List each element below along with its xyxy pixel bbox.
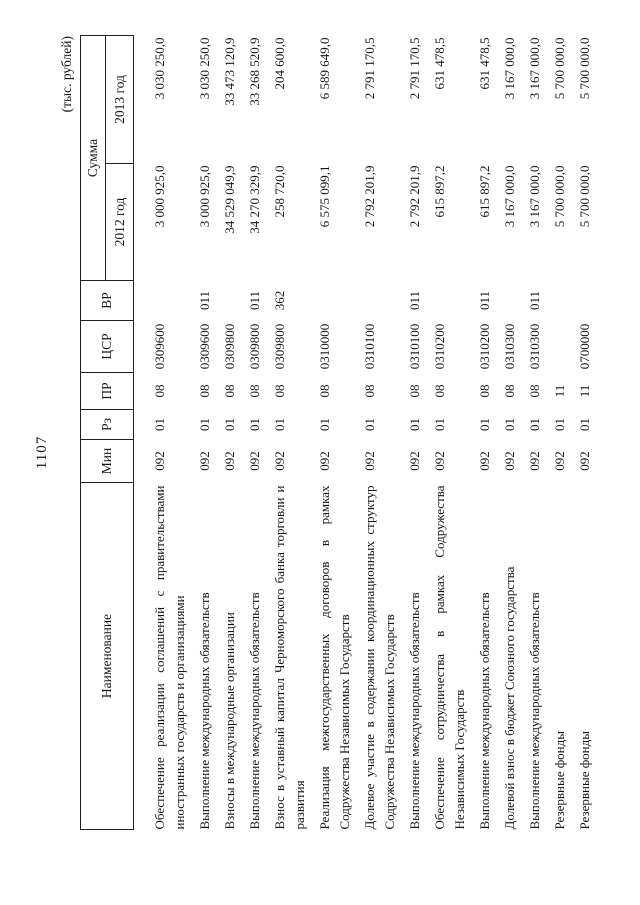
vr-cell: 011 <box>247 290 262 311</box>
vr-cell <box>545 281 570 321</box>
pr-cell: 08 <box>362 384 377 398</box>
table-row <box>570 35 595 829</box>
y2013-cell: 5 700 000,0 <box>552 37 567 100</box>
y2013-cell: 2 791 170,5 <box>362 37 377 100</box>
rz-cell: 01 <box>222 418 237 431</box>
column-header-csr: ЦСР <box>81 321 134 373</box>
table-row <box>134 35 191 829</box>
table-header <box>81 35 134 829</box>
vr-cell <box>134 281 191 321</box>
y2012-cell: 258 720,0 <box>272 165 287 218</box>
vr-cell <box>310 281 355 321</box>
rz-cell: 01 <box>317 418 332 431</box>
y2012-cell: 6 575 099,1 <box>317 165 332 228</box>
pr-cell: 08 <box>477 384 492 398</box>
table-row <box>425 35 470 829</box>
vr-cell <box>215 281 240 321</box>
vr-cell <box>570 281 595 321</box>
table-row <box>265 35 310 829</box>
pr-cell: 08 <box>152 384 167 398</box>
csr-cell: 0309800 <box>247 323 262 370</box>
y2012-cell: 2 792 201,9 <box>407 165 422 228</box>
min-cell: 092 <box>152 451 167 471</box>
name-cell: Выполнение международных обязательств <box>407 592 422 830</box>
name-cell: Выполнение международных обязательств <box>197 592 212 830</box>
min-cell: 092 <box>317 451 332 471</box>
min-cell: 092 <box>197 451 212 471</box>
vr-cell <box>425 281 470 321</box>
name-cell: Выполнение международных обязательств <box>527 592 542 830</box>
vr-cell: 011 <box>197 290 212 311</box>
csr-cell: 0310000 <box>317 323 332 370</box>
y2013-cell: 33 268 520,9 <box>247 37 262 106</box>
min-cell: 092 <box>552 451 567 471</box>
name-cell: Резервные фонды <box>577 731 592 830</box>
csr-cell <box>545 321 570 373</box>
y2013-cell: 2 791 170,5 <box>407 37 422 100</box>
page-number: 1107 <box>34 435 50 470</box>
table-row <box>520 35 545 829</box>
column-header-2012: 2012 год <box>106 164 134 281</box>
name-cell: Взносы в международные организации <box>222 612 237 830</box>
csr-cell: 0310100 <box>407 323 422 370</box>
column-header-min: Мин <box>81 440 134 483</box>
min-cell: 092 <box>577 451 592 471</box>
name-cell: Реализация межгосударственных договоров в рамках Содружества Независимых Государств <box>317 485 352 830</box>
min-cell: 092 <box>477 451 492 471</box>
min-cell: 092 <box>272 451 287 471</box>
rz-cell: 01 <box>272 418 287 431</box>
y2013-cell: 3 030 250,0 <box>152 37 167 100</box>
table-row <box>190 35 215 829</box>
table-row <box>545 35 570 829</box>
csr-cell: 0309600 <box>152 323 167 370</box>
y2013-cell: 5 700 000,0 <box>577 37 592 100</box>
vr-cell: 011 <box>407 290 422 311</box>
rz-cell: 01 <box>197 418 212 431</box>
column-header-2013: 2013 год <box>106 35 134 163</box>
pr-cell: 08 <box>502 384 517 398</box>
rz-cell: 01 <box>247 418 262 431</box>
min-cell: 092 <box>222 451 237 471</box>
csr-cell: 0310100 <box>362 323 377 370</box>
vr-cell <box>495 281 520 321</box>
table-row <box>495 35 520 829</box>
table-row <box>470 35 495 829</box>
name-cell: Долевое участие в содержании координационных структур Содружества Независимых Государств <box>362 485 397 830</box>
table-row <box>310 35 355 829</box>
min-cell: 092 <box>432 451 447 471</box>
vr-cell <box>355 281 400 321</box>
y2013-cell: 3 030 250,0 <box>197 37 212 100</box>
column-header-pr: ПР <box>81 373 134 410</box>
min-cell: 092 <box>362 451 377 471</box>
units-label: (тыс. рублей) <box>59 36 74 113</box>
y2012-cell: 615 897,2 <box>432 165 447 218</box>
y2013-cell: 631 478,5 <box>477 37 492 90</box>
y2012-cell: 3 167 000,0 <box>502 165 517 228</box>
table-row <box>355 35 400 829</box>
y2012-cell: 5 700 000,0 <box>552 165 567 228</box>
rz-cell: 01 <box>527 418 542 431</box>
min-cell: 092 <box>407 451 422 471</box>
min-cell: 092 <box>247 451 262 471</box>
name-cell: Долевой взнос в бюджет Союзного государства <box>502 566 517 830</box>
csr-cell: 0309800 <box>222 323 237 370</box>
pr-cell: 08 <box>407 384 422 398</box>
name-cell: Обеспечение реализации соглашений с правительствами иностранных государств и организациями <box>152 485 187 830</box>
pr-cell: 08 <box>527 384 542 398</box>
y2013-cell: 3 167 000,0 <box>527 37 542 100</box>
y2012-cell: 5 700 000,0 <box>577 165 592 228</box>
name-cell: Резервные фонды <box>552 731 567 830</box>
y2012-cell: 3 167 000,0 <box>527 165 542 228</box>
pr-cell: 08 <box>317 384 332 398</box>
y2013-cell: 33 473 120,9 <box>222 37 237 106</box>
column-header-rz: Рз <box>81 410 134 440</box>
y2013-cell: 631 478,5 <box>432 37 447 90</box>
csr-cell: 0310300 <box>502 323 517 370</box>
y2012-cell: 3 000 925,0 <box>152 165 167 228</box>
table-row <box>240 35 265 829</box>
csr-cell: 0310300 <box>527 323 542 370</box>
table-row <box>400 35 425 829</box>
rz-cell: 01 <box>152 418 167 431</box>
rz-cell: 01 <box>432 418 447 431</box>
y2012-cell: 34 529 049,9 <box>222 165 237 234</box>
pr-cell: 08 <box>222 384 237 398</box>
y2012-cell: 2 792 201,9 <box>362 165 377 228</box>
y2013-cell: 3 167 000,0 <box>502 37 517 100</box>
rz-cell: 01 <box>552 418 567 431</box>
csr-cell: 0309600 <box>197 323 212 370</box>
budget-table <box>80 35 595 830</box>
y2012-cell: 3 000 925,0 <box>197 165 212 228</box>
rz-cell: 01 <box>362 418 377 431</box>
y2013-cell: 204 600,0 <box>272 37 287 90</box>
pr-cell: 08 <box>247 384 262 398</box>
rz-cell: 01 <box>407 418 422 431</box>
name-cell: Выполнение международных обязательств <box>477 592 492 830</box>
csr-cell: 0309800 <box>272 323 287 370</box>
rz-cell: 01 <box>477 418 492 431</box>
vr-cell: 011 <box>527 290 542 311</box>
y2012-cell: 615 897,2 <box>477 165 492 218</box>
column-header-sum: Сумма <box>81 35 106 280</box>
min-cell: 092 <box>527 451 542 471</box>
rz-cell: 01 <box>502 418 517 431</box>
name-cell: Взнос в уставный капитал Черноморского банка торговли и развития <box>272 485 307 830</box>
pr-cell: 11 <box>552 384 567 398</box>
y2012-cell: 34 270 329,9 <box>247 165 262 234</box>
table-body <box>134 35 596 829</box>
y2013-cell: 6 589 649,0 <box>317 37 332 100</box>
pr-cell: 08 <box>197 384 212 398</box>
column-header-name: Наименование <box>81 483 134 830</box>
pr-cell: 08 <box>432 384 447 398</box>
name-cell: Обеспечение сотрудничества в рамках Содружества Независимых Государств <box>432 485 467 830</box>
pr-cell: 08 <box>272 384 287 398</box>
min-cell: 092 <box>502 451 517 471</box>
csr-cell: 0310200 <box>477 323 492 370</box>
column-header-vr: ВР <box>81 281 134 321</box>
csr-cell: 0310200 <box>432 323 447 370</box>
vr-cell: 011 <box>477 290 492 311</box>
vr-cell: 362 <box>272 290 287 311</box>
csr-cell: 0700000 <box>577 323 592 370</box>
name-cell: Выполнение международных обязательств <box>247 592 262 830</box>
pr-cell: 11 <box>577 384 592 398</box>
table-row <box>215 35 240 829</box>
rz-cell: 01 <box>577 418 592 431</box>
